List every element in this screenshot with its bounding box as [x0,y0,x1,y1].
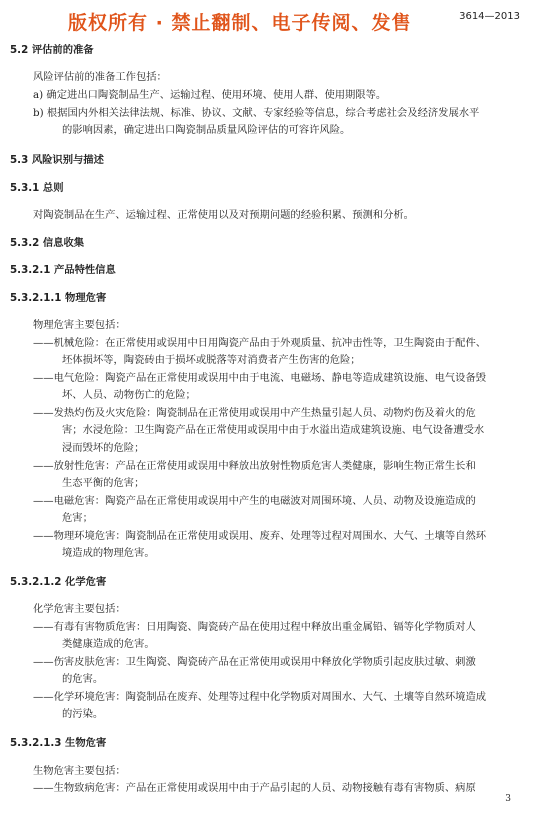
section-heading: 5.3.2 信息收集 [10,237,85,249]
text-line: a) 确定进出口陶瓷制品生产、运输过程、使用环境、使用人群、使用期限等。 [33,89,387,101]
text-line: ——生物致病危害：产品在正常使用或误用中由于产品引起的人员、动物接触有毒有害物质、病原 [33,782,476,794]
text-line: ——化学环境危害：陶瓷制品在废弃、处理等过程中化学物质对周围水、大气、土壤等自然环境造成 [33,691,487,703]
text-line: 的影响因素，确定进出口陶瓷制品质量风险评估的可容许风险。 [62,124,351,136]
text-line: 生态平衡的危害； [62,477,145,489]
text-line: 的污染。 [62,708,104,720]
text-line: ——伤害皮肤危害：卫生陶瓷、陶瓷砖产品在正常使用或误用中释放化学物质引起皮肤过敏、刺激 [33,656,476,668]
section-heading: 5.3.1 总则 [10,182,64,194]
page-number: 3 [505,794,511,804]
section-heading: 5.3 风险识别与描述 [10,154,104,166]
text-line: ——有毒有害物质危害：日用陶瓷、陶瓷砖产品在使用过程中释放出重金属铅、镉等化学物质对人 [33,621,476,633]
text-line: 物理危害主要包括： [33,319,126,331]
text-line: 对陶瓷制品在生产、运输过程、正常使用以及对预期问题的经验积累、预测和分析。 [33,209,414,221]
section-heading: 5.3.2.1 产品特性信息 [10,264,116,276]
text-line: 境造成的物理危害。 [62,547,155,559]
text-line: 浸而毁坏的危险； [62,442,145,454]
text-line: ——机械危险：在正常使用或误用中日用陶瓷产品由于外观质量、抗冲击性等，卫生陶瓷由于配件、 [33,337,487,349]
standard-number: 3614—2013 [459,11,520,22]
section-heading: 5.3.2.1.1 物理危害 [10,292,107,304]
watermark-text: 版权所有 · 禁止翻制、电子传阅、发售 [68,12,412,34]
text-line: 类健康造成的危害。 [62,638,155,650]
text-line: 危害； [62,512,93,524]
text-line: 风险评估前的准备工作包括： [33,71,167,83]
text-line: 害；水浸危险：卫生陶瓷产品在正常使用或误用中由于水溢出造成建筑设施、电气设备遭受水 [62,424,485,436]
text-line: ——电气危险：陶瓷产品在正常使用或误用中由于电流、电磁场、静电等造成建筑设施、电气设备毁 [33,372,487,384]
text-line: ——放射性危害：产品在正常使用或误用中释放出放射性物质危害人类健康，影响生物正常生长和 [33,460,476,472]
text-line: 坯体损坏等，陶瓷砖由于损坏或脱落等对消费者产生伤害的危险； [62,354,361,366]
section-heading: 5.3.2.1.3 生物危害 [10,737,107,749]
text-line: ——发热灼伤及火灾危险：陶瓷制品在正常使用或误用中产生热量引起人员、动物灼伤及着火的危 [33,407,476,419]
text-line: 坏、人员、动物伤亡的危险； [62,389,196,401]
text-line: 生物危害主要包括： [33,765,126,777]
text-line: ——物理环境危害：陶瓷制品在正常使用或误用、废弃、处理等过程对周围水、大气、土壤等自然环 [33,530,487,542]
text-line: 的危害。 [62,673,104,685]
text-line: ——电磁危害：陶瓷产品在正常使用或误用中产生的电磁波对周围环境、人员、动物及设施造成的 [33,495,476,507]
text-line: 化学危害主要包括： [33,603,126,615]
section-heading: 5.3.2.1.2 化学危害 [10,576,107,588]
section-heading: 5.2 评估前的准备 [10,44,94,56]
text-line: b) 根据国内外相关法律法规、标准、协议、文献、专家经验等信息，综合考虑社会及经济发展水平 [33,107,480,119]
